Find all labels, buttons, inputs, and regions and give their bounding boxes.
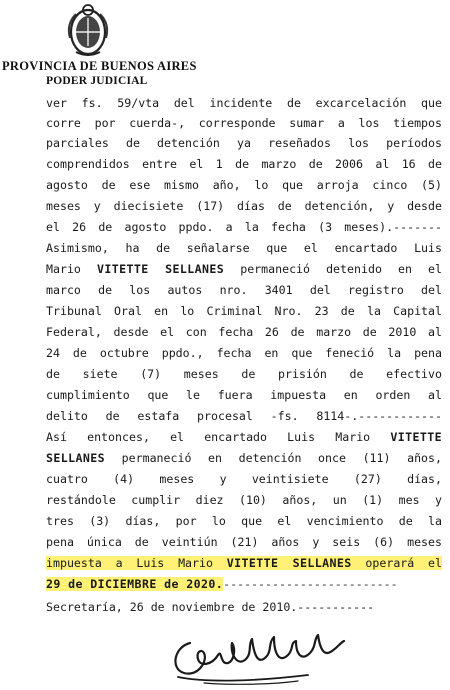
defendant-name: VITETTE [390, 430, 442, 444]
text-line-highlighted: impuesta a Luis Mario VITETTE SELLANES operará el [46, 556, 442, 570]
coat-of-arms-seal [62, 2, 114, 58]
text-line: 24 de octubre ppdo., fecha en que feneció la pena [46, 346, 442, 360]
text-line: cumplimiento que le fuera impuesta en orden al [46, 388, 442, 402]
text-line: Federal, desde el con fecha 26 de marzo de 2010 al [46, 325, 442, 339]
text-line: meses y diecisiete (17) días de detención, y desde [46, 199, 442, 213]
text-line: delito de estafa procesal -fs. 8114-.------------ [46, 409, 442, 423]
text-line: Tribunal Oral en lo Criminal Nro. 23 de la Capital [46, 304, 442, 318]
text-line: Asimismo, ha de señalarse que el encartado Luis [46, 241, 442, 255]
text-line: Mario VITETTE SELLANES permaneció detenido en el [46, 262, 442, 276]
text-line: SELLANES permaneció en detención once (11) años, [46, 451, 442, 465]
defendant-name: VITETTE SELLANES [226, 556, 352, 570]
text-line: pena única de veintiún (21) años y seis (6) meses [46, 535, 442, 549]
text-line: restándole cumplir diez (10) años, un (1) mes y [46, 493, 442, 507]
text-line: el 26 de agosto ppdo. a la fecha (3 meses).------- [46, 220, 442, 234]
handwritten-signature [168, 625, 358, 687]
closing-line: Secretaría, 26 de noviembre de 2010.----------- [46, 600, 375, 614]
text-line: marco de los autos nro. 3401 del registro del [46, 283, 442, 297]
judicial-branch-heading: PODER JUDICIAL [46, 75, 148, 87]
text-line: ver fs. 59/vta del incidente de excarcelación que [46, 96, 442, 110]
expiry-date-line: 29 de DICIEMBRE de 2020.------------------------- [46, 577, 398, 591]
defendant-name: VITETTE SELLANES [96, 262, 225, 276]
sentence-expiry-date: 29 de DICIEMBRE de 2020. [46, 577, 224, 591]
text-line: Así entonces, el encartado Luis Mario VITETTE [46, 430, 442, 444]
province-heading: PROVINCIA DE BUENOS AIRES [2, 59, 197, 73]
text-line: parciales de detención ya reseñados los períodos [46, 136, 442, 150]
text-line: corre por cuerda-, corresponde sumar a los tiempos [46, 116, 442, 130]
text-line: cuatro (4) meses y veintisiete (27) días, [46, 472, 442, 486]
text-line: comprendidos entre el 1 de marzo de 2006 al 16 de [46, 157, 442, 171]
text-line: tres (3) días, por lo que el vencimiento de la [46, 514, 442, 528]
text-line: de siete (7) meses de prisión de efectivo [46, 367, 442, 381]
defendant-name: SELLANES [46, 451, 106, 465]
text-line: agosto de ese mismo año, lo que arroja cinco (5) [46, 178, 442, 192]
